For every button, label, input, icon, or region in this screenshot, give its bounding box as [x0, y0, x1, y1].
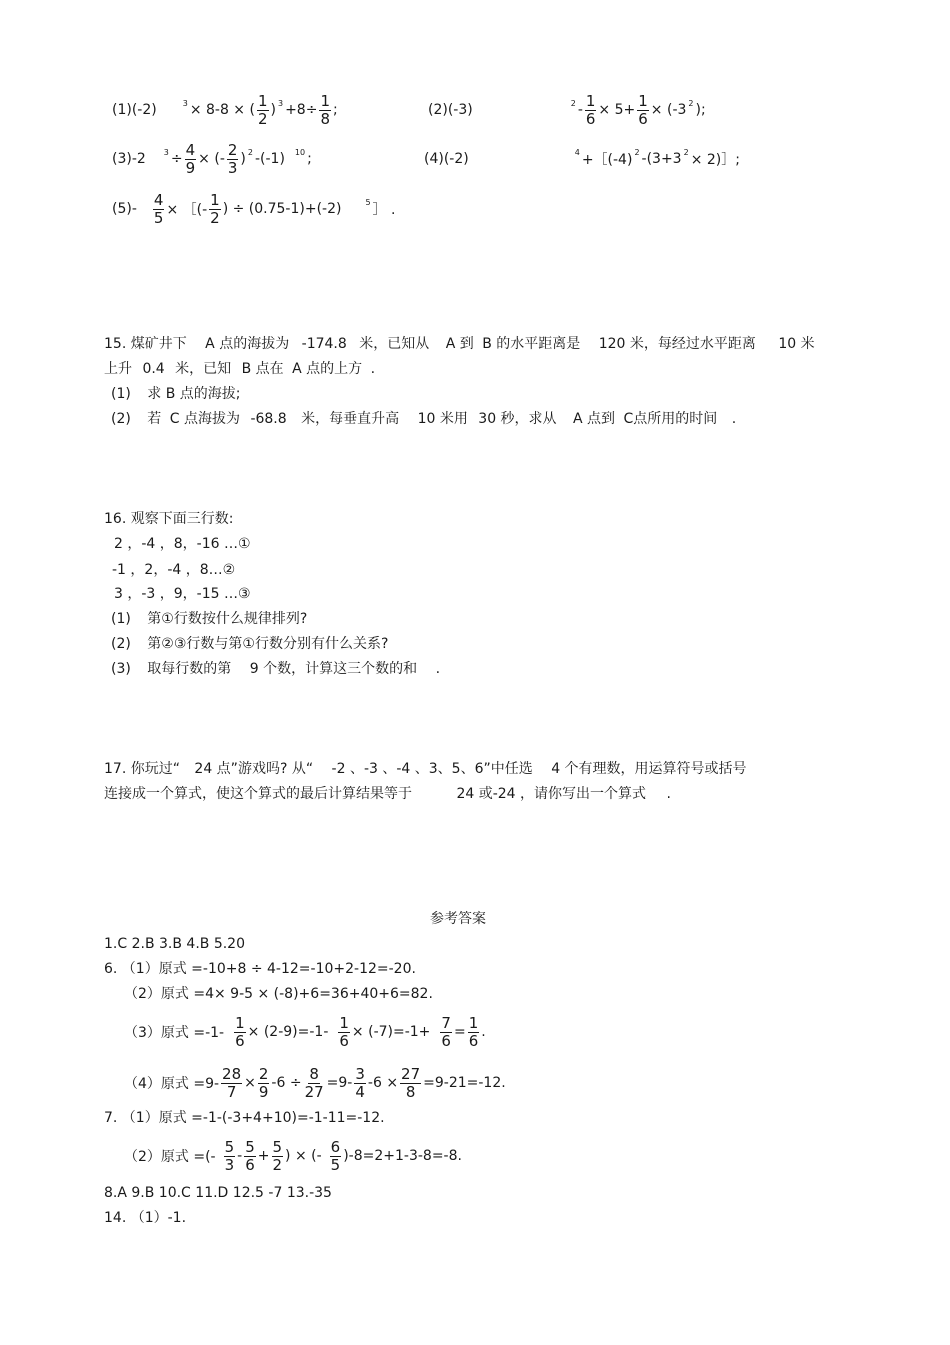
q16-sub-1: (1) 第①行数按什么规律排列?	[111, 611, 308, 627]
fraction: $\frac{1}{6}$	[339, 1013, 349, 1050]
answer-6-3: （3）原式 =-1- $\frac{1}{6}$ × (2-9)=-1- $\frac{1}{6}$ × (-7)=-1+ $\frac{7}{6}$ = $\frac{1}{6}$ .	[124, 1013, 486, 1050]
answer-line-8: 8.A 9.B 10.C 11.D 12.5 -7 13.-35	[104, 1185, 332, 1201]
exponent: 2	[634, 147, 640, 157]
exponent: 3	[163, 147, 169, 157]
text: × 8-8 × (	[189, 102, 255, 118]
text: -	[577, 102, 583, 118]
q16-row-1: 2 ，-4 ，8，-16 …①	[114, 536, 251, 552]
answer-6-2: （2）原式 =4× 9-5 × (-8)+6=36+40+6=82.	[124, 986, 433, 1002]
exponent: 2	[683, 147, 689, 157]
fraction: $\frac{6}{5}$	[330, 1137, 341, 1174]
text: (5)-	[112, 201, 137, 217]
fraction: $\frac{7}{6}$	[441, 1013, 451, 1050]
q15-sub-1: (1) 求 B 点的海拔;	[111, 386, 241, 402]
answer-6-1: 6. （1）原式 =-10+8 ÷ 4-12=-10+2-12=-20.	[104, 961, 416, 977]
text: +8÷	[285, 102, 318, 118]
fraction: $\frac{4}{5}$	[153, 190, 164, 227]
text: ) ÷ (0.75-1)+(-2)	[222, 201, 342, 217]
q15-sub-2: (2) 若 C 点海拔为 -68.8 米，每垂直升高 10 米用 30 秒，求从 A 点到 C点所用的时间 .	[111, 411, 737, 427]
fraction: $\frac{27}{8}$	[401, 1064, 421, 1101]
fraction: $\frac{1}{2}$	[210, 190, 220, 227]
fraction: $\frac{1}{8}$	[320, 91, 330, 128]
text: ÷	[170, 151, 183, 167]
q14-problem-3	[112, 137, 312, 181]
fraction: $\frac{5}{6}$	[245, 1137, 255, 1174]
fraction: $\frac{3}{4}$	[355, 1064, 365, 1101]
text: +［(-4)	[581, 152, 633, 168]
exponent: 10	[294, 147, 306, 157]
text: × 2)］;	[690, 152, 740, 168]
fraction: $\frac{1}{6}$	[638, 91, 648, 128]
text: × ［(-	[166, 202, 208, 218]
q16-sub-2: (2) 第②③行数与第①行数分别有什么关系?	[111, 636, 389, 652]
fraction: $\frac{2}{9}$	[258, 1064, 269, 1101]
fraction: $\frac{28}{7}$	[222, 1064, 242, 1101]
q16-row-3: 3 ，-3 ，9，-15 …③	[114, 586, 251, 602]
q16-title: 16. 观察下面三行数:	[104, 511, 234, 527]
fraction: $\frac{1}{6}$	[468, 1013, 479, 1050]
fraction: $\frac{8}{27}$	[304, 1064, 324, 1101]
exponent: 2	[570, 98, 576, 108]
exponent: 3	[182, 98, 188, 108]
q16-row-2: -1 ，2，-4 ，8…②	[112, 562, 236, 578]
fraction: $\frac{5}{3}$	[224, 1137, 235, 1174]
answer-14: 14. （1）-1.	[104, 1210, 187, 1226]
answer-7-2: （2）原式 =(- $\frac{5}{3}$ - $\frac{5}{6}$ + $\frac{5}{2}$ ) × (- $\frac{6}{5}$ )-8=2+1-3-8=-8.	[124, 1137, 462, 1174]
text: -(-1)	[254, 151, 285, 167]
answer-7-1: 7. （1）原式 =-1-(-3+4+10)=-1-11=-12.	[104, 1110, 385, 1126]
q17-line-2: 连接成一个算式，使这个算式的最后计算结果等于 24 或-24 ，请你写出一个算式 .	[104, 786, 671, 802]
text: ;	[332, 102, 338, 118]
fraction: $\frac{2}{3}$	[227, 140, 238, 177]
exponent: 2	[247, 147, 253, 157]
q14-problem-1	[112, 88, 338, 132]
text: ;	[307, 151, 312, 167]
text: × 5+	[598, 102, 636, 118]
fraction: $\frac{5}{2}$	[272, 1137, 283, 1174]
exponent: 4	[574, 147, 580, 157]
q15-line-2: 上升 0.4 米，已知 B 点在 A 点的上方 .	[104, 361, 376, 377]
text: (3)-2	[112, 151, 146, 167]
text: × (-	[198, 151, 225, 167]
text: × (-3	[650, 102, 687, 118]
q14-problem-4	[424, 137, 740, 181]
q17-line-1: 17. 你玩过“ 24 点”游戏吗? 从“ -2 、-3 、-4 、3、5、6”中任选 4 个有理数，用运算符号或括号	[104, 761, 747, 777]
fraction: $\frac{1}{2}$	[257, 91, 268, 128]
fraction: $\frac{4}{9}$	[185, 140, 196, 177]
q14-problem-5	[112, 187, 395, 231]
text: );	[695, 102, 706, 118]
text: ］ .	[372, 202, 396, 218]
q15-line-1: 15. 煤矿井下 A 点的海拔为 -174.8 米，已知从 A 到 B 的水平距离是 120 米，每经过水平距离 10 米	[104, 336, 815, 352]
text: (1)(-2)	[112, 102, 157, 118]
exponent: 2	[688, 98, 694, 108]
exponent: 3	[277, 98, 284, 108]
text: (4)(-2)	[424, 151, 469, 167]
q16-sub-3: (3) 取每行数的第 9 个数，计算这三个数的和 .	[111, 661, 441, 677]
exponent: 5	[365, 197, 371, 207]
text: )	[270, 102, 276, 118]
answers-title: 参考答案	[430, 911, 486, 927]
answer-6-4: （4）原式 =9- $\frac{28}{7}$ × $\frac{2}{9}$ -6 ÷ $\frac{8}{27}$ =9- $\frac{3}{4}$ -6 × $\frac{27}{8}$ =9-21=-12.	[124, 1064, 506, 1101]
fraction: $\frac{1}{6}$	[235, 1013, 245, 1050]
text: -(3+3	[641, 151, 682, 167]
text: (2)(-3)	[428, 102, 473, 118]
answer-line-1: 1.C 2.B 3.B 4.B 5.20	[104, 936, 245, 952]
fraction: $\frac{1}{6}$	[585, 91, 596, 128]
q14-problem-2	[428, 88, 706, 132]
text: )	[240, 151, 246, 167]
